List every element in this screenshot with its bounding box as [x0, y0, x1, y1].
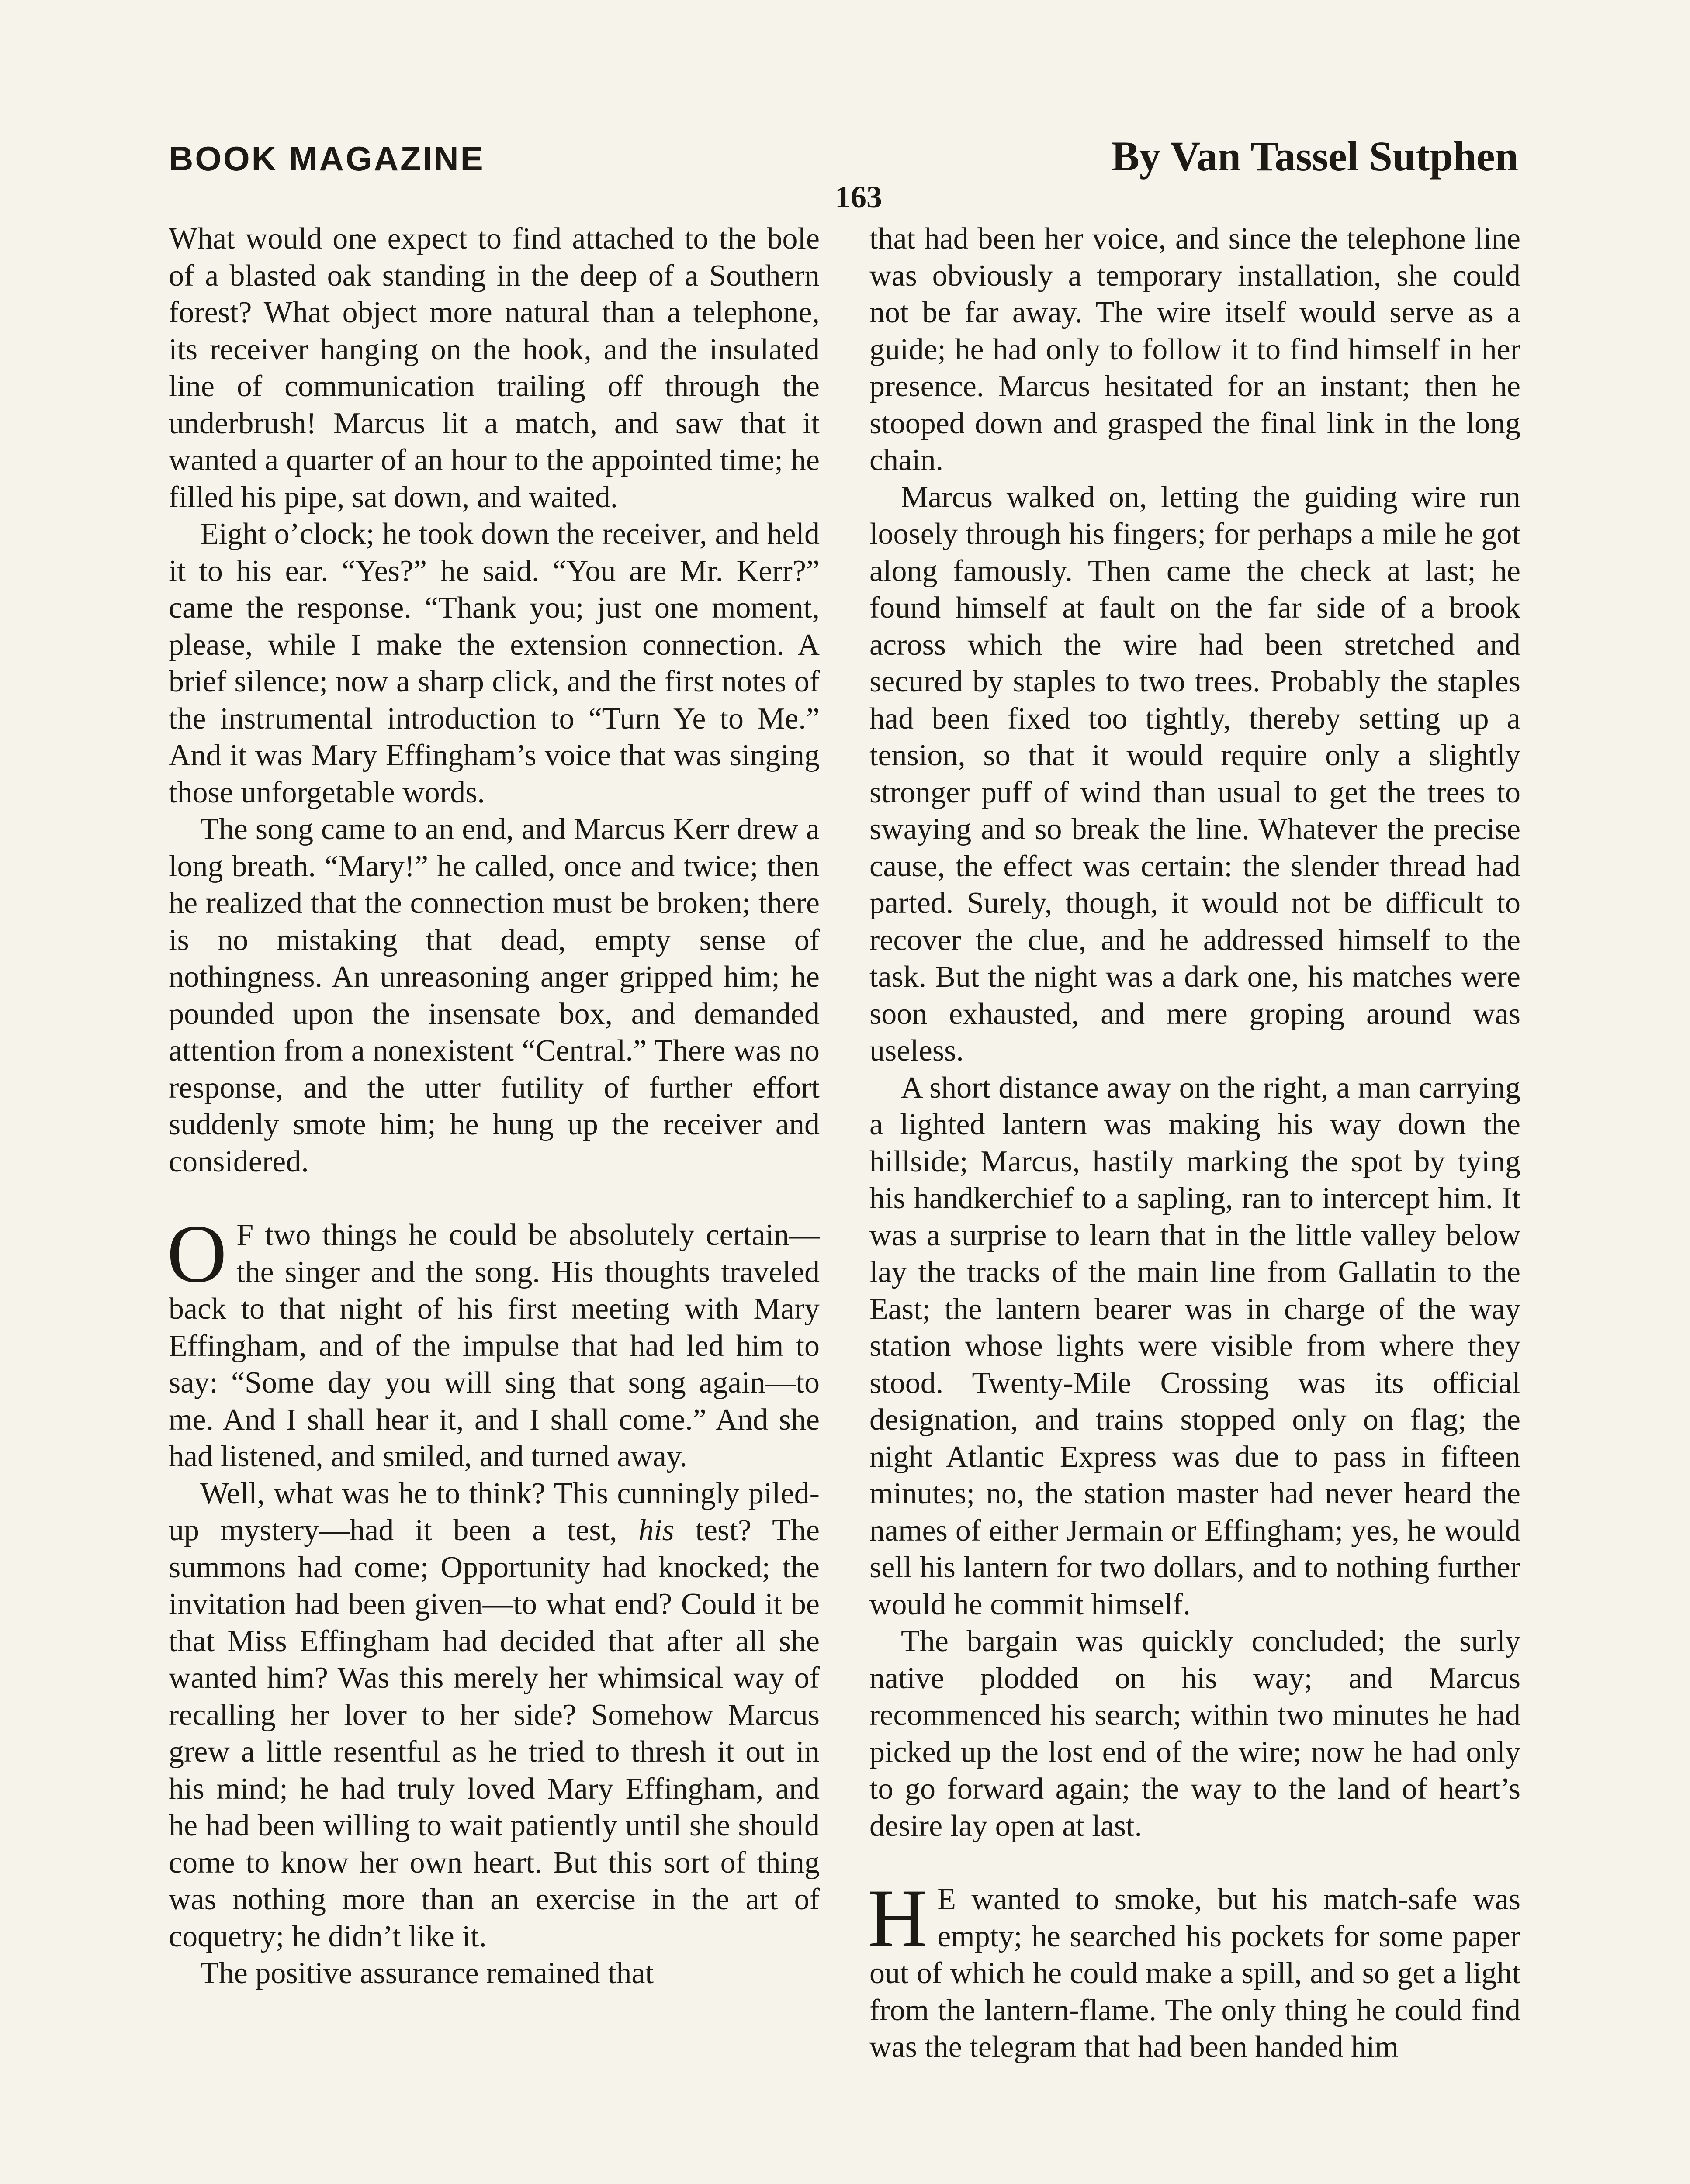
- paragraph: A short distance away on the right, a man carrying a lighted lantern was making his way down the hillside; Marcus, hastily marking the spot by tying his handkerchief to a sapling, ran to intercept him. It was a surprise to learn that in the little valley below lay the tracks of the main line from Gallatin to the East; the lantern bearer was in charge of the way station whose lights were visible from where they stood. Twenty-Mile Crossing was its official designation, and trains stopped only on flag; the night Atlantic Express was due to pass in fifteen minutes; no, the station master had never heard the names of either Jermain or Effingham; yes, he would sell his lantern for two dollars, and to nothing further would he commit himself.: [869, 1071, 1520, 1621]
- paragraph-text: Well, what was he to think? This cunningly piled-up mystery—had it been a test,: [169, 1476, 820, 1547]
- italic-word: his: [638, 1514, 674, 1547]
- paragraph: Eight o’clock; he took down the receiver, and held it to his ear. “Yes?” he said. “You are Mr. Kerr?” came the response. “Thank you; just one moment, please, while I make the extension connection. A brief silence; now a sharp click, and the first notes of the instrumental introduction to “Turn Ye to Me.” And it was Mary Effingham’s voice that was singing those unforgetable words.: [169, 517, 820, 809]
- drop-cap: H: [868, 1873, 928, 1964]
- drop-cap: O: [167, 1208, 227, 1300]
- running-title: BOOK MAGAZINE: [169, 139, 485, 178]
- paragraph: Marcus walked on, letting the guiding wire run loosely through his fingers; for perhaps a mile he got along famously. Then came the check at last; he found himself at fault on the far side of a brook across which the wire had been stretched and secured by staples to two trees. Probably the staples had been fixed too tightly, thereby setting up a tension, so that it would require only a slightly stronger puff of wind than usual to get the trees to swaying and so break the line. Whatever the precise cause, the effect was certain: the slender thread had parted. Surely, though, it would not be difficult to recover the clue, and he addressed himself to the task. But the night was a dark one, his matches were soon exhausted, and mere groping around was useless.: [869, 480, 1520, 1068]
- paragraph: The positive assurance remained that: [200, 1956, 654, 1990]
- author-byline: By Van Tassel Sutphen: [1111, 133, 1518, 180]
- paragraph: The bargain was quickly concluded; the surly native plodded on his way; and Marcus recommenced his search; within two minutes he had picked up the lost end of the wire; now he had only to go forward again; the way to the land of heart’s desire lay open at last.: [869, 1624, 1520, 1843]
- section-paragraph: [868, 1873, 1520, 2066]
- page-number: 163: [835, 180, 882, 214]
- paragraph: What would one expect to find attached to the bole of a blasted oak standing in the deep of a Southern forest? What object more natural than a telephone, its receiver hanging on the hook, and the insulated line of communication trailing off through the underbrush! Marcus lit a match, and saw that it wanted a quarter of an hour to the appointed time; he filled his pipe, sat down, and waited.: [169, 222, 820, 514]
- section-paragraph: [167, 1208, 820, 1476]
- paragraph-text: F two things he could be absolutely certain—the singer and the song. His thoughts traveled back to that night of his first meeting with Mary Effingham, and of the impulse that had led him to say: “Some day you will sing that song again—to me. And I shall hear it, and I shall come.” And she had listened, and smiled, and turned away.: [169, 1218, 820, 1473]
- right-column: [869, 221, 1520, 2066]
- left-column: [169, 221, 820, 1992]
- paragraph-text: test? The summons had come; Opportunity had knocked; the invitation had been given—to what end? Could it be that Miss Effingham had decided that after all she wanted him? Was this merely her whimsical way of recalling her lover to her side? Somehow Marcus grew a little resentful as he tried to thresh it out in his mind; he had truly loved Mary Effingham, and he had been willing to wait patiently until she should come to know her own heart. But this sort of thing was nothing more than an exercise in the art of coquetry; he didn’t like it.: [169, 1514, 820, 1953]
- paragraph: [169, 1476, 820, 1956]
- paragraph: that had been her voice, and since the telephone line was obviously a temporary installation, she could not be far away. The wire itself would serve as a guide; he had only to follow it to find himself in her presence. Marcus hesitated for an instant; then he stooped down and grasped the final link in the long chain.: [869, 222, 1520, 477]
- paragraph: The song came to an end, and Marcus Kerr drew a long breath. “Mary!” he called, once and twice; then he realized that the connection must be broken; there is no mistaking that dead, empty sense of nothingness. An unreasoning anger gripped him; he pounded upon the insensate box, and demanded attention from a nonexistent “Central.” There was no response, and the utter futility of further effort suddenly smote him; he hung up the receiver and considered.: [169, 812, 820, 1178]
- paragraph-text: E wanted to smoke, but his match-safe was empty; he searched his pockets for some paper out of which he could make a spill, and so get a light from the lantern-flame. The only thing he could find was the telegram that had been handed him: [869, 1883, 1520, 2064]
